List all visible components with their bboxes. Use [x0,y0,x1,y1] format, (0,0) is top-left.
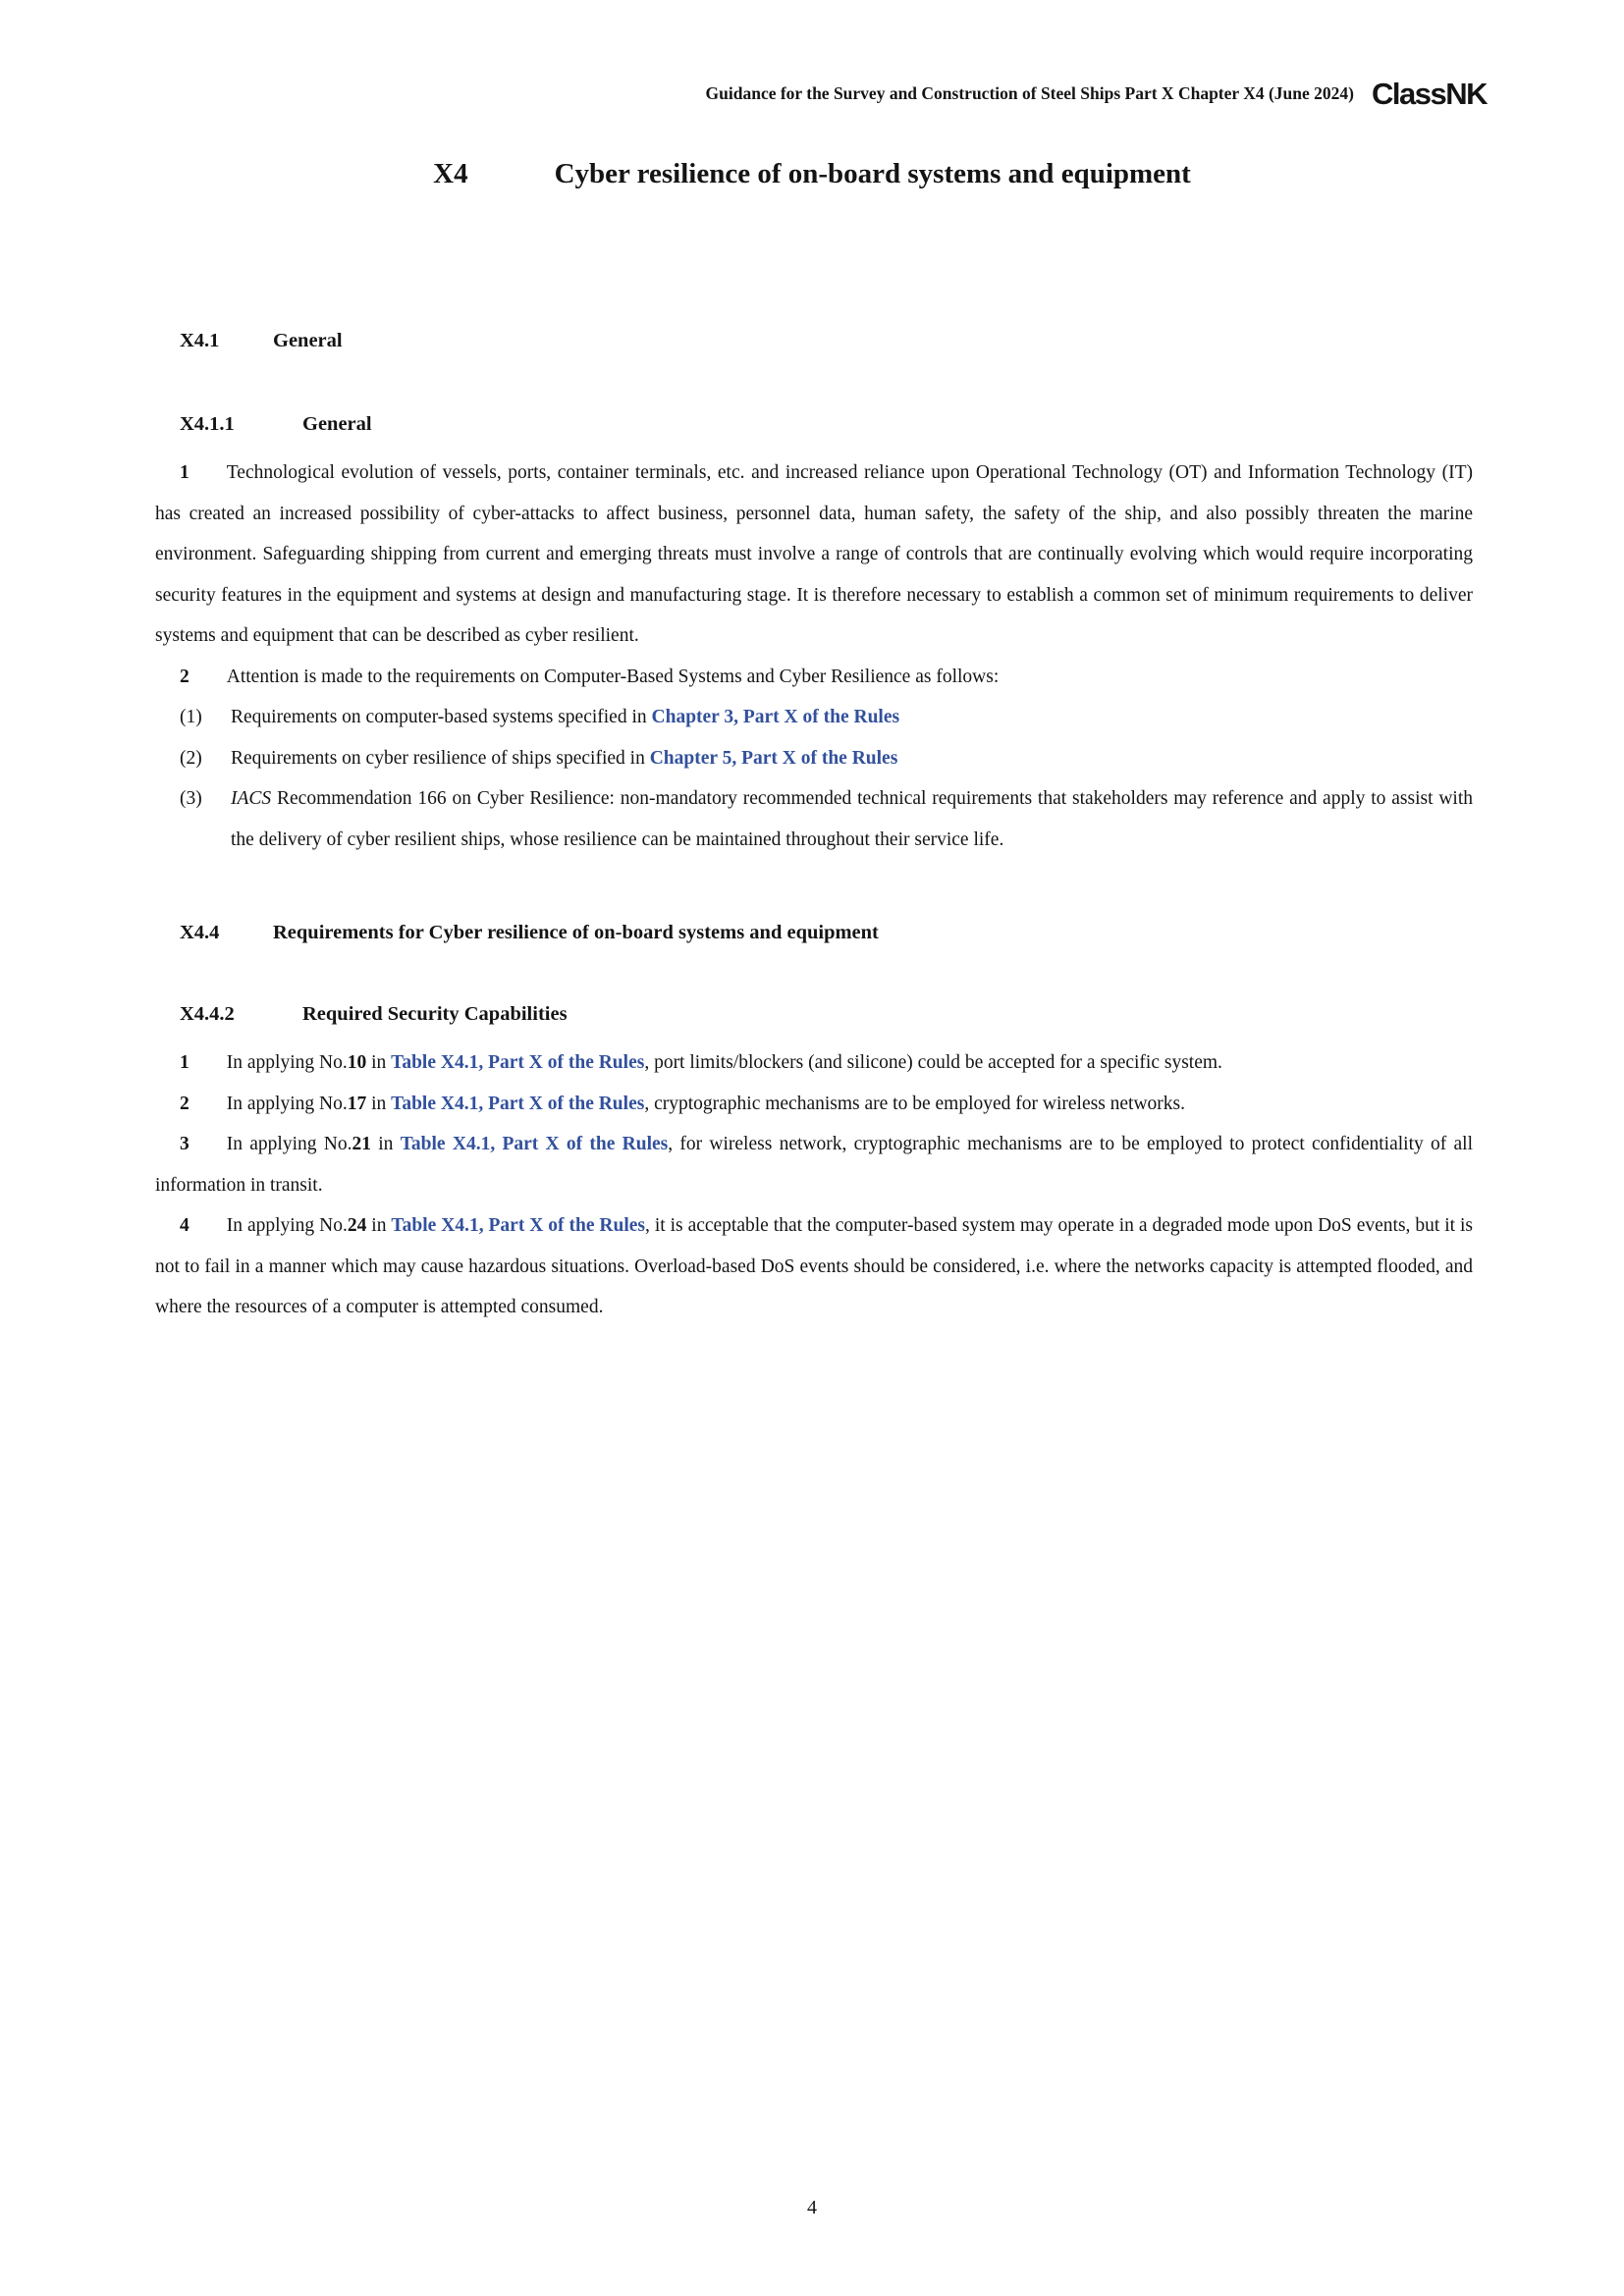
section-title: General [273,330,343,351]
paragraph-x442-3 [155,1124,1473,1205]
text-segment: Recommendation 166 on Cyber Resilience: non-mandatory recommended technical requirements that stakeholders may reference and apply to assist with the delivery of cyber resilient ships, whose resilience can be maintained throughout their service life. [231,788,1473,850]
paragraph-x442-2 [155,1084,1473,1125]
paragraph-text [227,1094,1185,1114]
paragraph-text [227,667,1000,687]
section-number: X4.1.1 [180,413,235,435]
paragraph-number: 1 [180,1052,189,1073]
rules-cross-reference-link[interactable]: Table X4.1, Part X of the Rules [391,1215,646,1236]
chapter-title: Cyber resilience of on-board systems and equipment [554,158,1191,189]
text-segment: 21 [352,1134,371,1154]
text-segment: , it is acceptable that the computer-based system may operate in a degraded mode upon DoS events, but it is not to fail in a manner which may cause hazardous situations. Overload-based DoS events should be considered, i.e. where the networks capacity is attempted flooded, and where the resources of a computer is attempted consumed. [155,1215,1473,1317]
paragraph-text [155,462,1473,646]
text-segment: , cryptographic mechanisms are to be employed for wireless networks. [644,1093,1186,1114]
rules-cross-reference-link[interactable]: Table X4.1, Part X of the Rules [400,1134,669,1154]
section-number: X4.1 [180,330,220,351]
list-item-text [231,697,1473,738]
list-item-2 [155,738,1473,779]
section-title: Requirements for Cyber resilience of on-board systems and equipment [273,922,879,943]
section-heading-x442 [155,1002,1473,1027]
text-segment: In applying No. [226,1052,348,1073]
paragraph-number: 2 [180,666,189,687]
list-marker: (3) [180,788,202,809]
text-segment: in [366,1215,392,1236]
classnk-logo: ClassNK [1372,77,1487,111]
list-item-text [231,778,1473,860]
paragraph-text [227,1052,1222,1073]
paragraph-number: 1 [180,462,189,483]
text-segment: Attention is made to the requirements on Computer-Based Systems and Cyber Resilience as follows: [226,666,1000,687]
list-item-3 [155,778,1473,860]
text-segment: in [366,1093,392,1114]
paragraph-text [155,1134,1473,1196]
text-segment: 17 [347,1093,367,1114]
rules-cross-reference-link[interactable]: Chapter 3, Part X of the Rules [651,707,900,727]
section-heading-x411 [155,412,1473,437]
list-item-text [231,738,1473,779]
paragraph-number: 2 [180,1093,189,1114]
text-segment: in [366,1052,392,1073]
page-header [0,0,1624,109]
text-segment: 24 [347,1215,367,1236]
page-footer [0,2197,1624,2219]
rules-cross-reference-link[interactable]: Table X4.1, Part X of the Rules [391,1052,645,1073]
header-title: Guidance for the Survey and Construction of Steel Ships Part X Chapter X4 (June 2024) [705,83,1354,103]
paragraph-x411-1 [155,453,1473,657]
list-marker: (2) [180,747,202,769]
text-segment: In applying No. [226,1134,352,1154]
section-heading-x44 [155,921,1473,945]
text-segment: In applying No. [226,1093,348,1114]
text-segment: , for wireless network, cryptographic mechanisms are to be employed to protect confidentiality of all information in transit. [155,1134,1474,1196]
text-segment: in [370,1134,401,1154]
chapter-number: X4 [433,158,468,189]
section-title: Required Security Capabilities [302,1003,568,1025]
rules-cross-reference-link[interactable]: Chapter 5, Part X of the Rules [649,747,898,769]
list-marker: (1) [180,707,202,727]
document-body [0,329,1624,1328]
section-number: X4.4.2 [180,1003,235,1025]
text-segment: In applying No. [226,1215,348,1236]
paragraph-x411-2 [155,657,1473,698]
paragraph-x442-4 [155,1205,1473,1328]
text-segment: 10 [347,1052,367,1073]
chapter-heading [0,156,1624,191]
paragraph-text [155,1215,1473,1317]
text-segment: , port limits/blockers (and silicone) could be accepted for a specific system. [644,1052,1222,1073]
text-segment: Requirements on cyber resilience of ships specified in [231,747,650,769]
page-number: 4 [807,2197,817,2218]
section-heading-x41 [155,329,1473,353]
rules-cross-reference-link[interactable]: Table X4.1, Part X of the Rules [391,1093,645,1114]
list-item-1 [155,697,1473,738]
paragraph-number: 3 [180,1134,189,1154]
text-segment: Technological evolution of vessels, ports, container terminals, etc. and increased reliance upon Operational Technology (OT) and Information Technology (IT) has created an increased possibility of cyber-attacks to affect business, personnel data, human safety, the safety of the ship, and also possibly threaten the marine environment. Safeguarding shipping from current and emerging threats must involve a range of controls that are continually evolving which would require incorporating security features in the equipment and systems at design and manufacturing stage. It is therefore necessary to establish a common set of minimum requirements to deliver systems and equipment that can be described as cyber resilient. [155,462,1473,646]
paragraph-number: 4 [180,1215,189,1236]
text-segment: Requirements on computer-based systems specified in [231,707,652,727]
section-number: X4.4 [180,922,220,943]
section-title: General [302,413,372,435]
text-segment: IACS [231,788,272,809]
paragraph-x442-1 [155,1042,1473,1084]
